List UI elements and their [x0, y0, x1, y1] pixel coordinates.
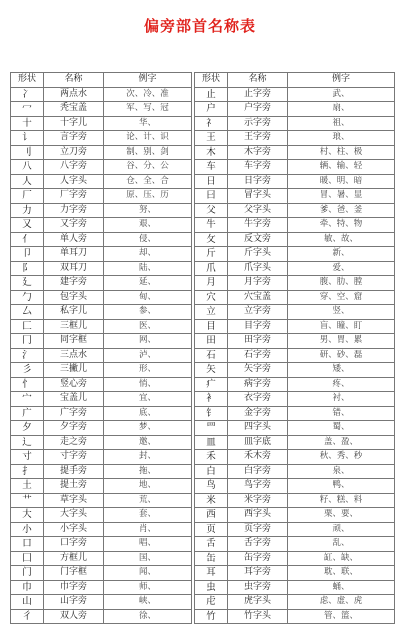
radical-shape: 又 [11, 218, 44, 233]
radical-shape: 衤 [195, 392, 228, 407]
radical-shape: 目 [195, 319, 228, 334]
table-body [11, 87, 395, 624]
radical-examples: 谷、分、公 [104, 160, 192, 175]
radical-shape: 冫 [11, 87, 44, 102]
radical-shape: 禾 [195, 450, 228, 465]
radical-name: 十字儿 [44, 116, 104, 131]
radical-examples: 男、胃、累 [288, 334, 395, 349]
radical-name: 页字旁 [228, 522, 288, 537]
radical-name: 三撇儿 [44, 363, 104, 378]
radical-examples: 新、 [288, 247, 395, 262]
radical-name: 三点水 [44, 348, 104, 363]
radical-shape: 礻 [195, 116, 228, 131]
radical-name: 人字头 [44, 174, 104, 189]
radical-name: 宝盖儿 [44, 392, 104, 407]
radical-name: 示字旁 [228, 116, 288, 131]
radical-examples: 底、 [104, 406, 192, 421]
radical-shape: 虍 [195, 595, 228, 610]
table-row [11, 319, 395, 334]
table-header-row [11, 73, 395, 88]
radical-shape: 山 [11, 595, 44, 610]
radical-shape: 彡 [11, 363, 44, 378]
radical-shape: 艹 [11, 493, 44, 508]
header-name-right: 名称 [228, 73, 288, 88]
radical-name: 父字头 [228, 203, 288, 218]
radical-shape: 人 [11, 174, 44, 189]
radical-shape: 厶 [11, 305, 44, 320]
radical-examples: 形、 [104, 363, 192, 378]
radical-examples: 肖、 [104, 522, 192, 537]
radical-examples: 爹、爸、釜 [288, 203, 395, 218]
table-row [11, 421, 395, 436]
radical-shape: 立 [195, 305, 228, 320]
table-row [11, 305, 395, 320]
radical-name: 日字旁 [228, 174, 288, 189]
radical-examples: 祖、 [288, 116, 395, 131]
table-row [11, 363, 395, 378]
radical-shape: 阝 [11, 261, 44, 276]
radical-shape: 冂 [11, 334, 44, 349]
table-row [11, 232, 395, 247]
table-row [11, 116, 395, 131]
radical-name: 斤字头 [228, 247, 288, 262]
radical-name: 单耳刀 [44, 247, 104, 262]
radical-shape: 王 [195, 131, 228, 146]
radical-name: 言字旁 [44, 131, 104, 146]
radical-shape: 勹 [11, 290, 44, 305]
table-row [11, 566, 395, 581]
table-row [11, 464, 395, 479]
radical-examples: 栗、要、 [288, 508, 395, 523]
radical-shape: 讠 [11, 131, 44, 146]
radical-examples: 盖、盈、 [288, 435, 395, 450]
radical-shape: 忄 [11, 377, 44, 392]
radical-name: 反文旁 [228, 232, 288, 247]
radical-examples: 制、别、剑 [104, 145, 192, 160]
radical-examples: 陆、 [104, 261, 192, 276]
radical-name: 月字旁 [228, 276, 288, 291]
radical-examples: 邀、 [104, 435, 192, 450]
radical-name: 冒字头 [228, 189, 288, 204]
radical-name: 米字旁 [228, 493, 288, 508]
radical-shape: 攵 [195, 232, 228, 247]
radical-examples: 参、 [104, 305, 192, 320]
radical-examples: 错、 [288, 406, 395, 421]
radical-name: 私字儿 [44, 305, 104, 320]
radical-shape: 门 [11, 566, 44, 581]
table-row [11, 145, 395, 160]
radical-shape: 疒 [195, 377, 228, 392]
radical-examples: 泉、 [288, 464, 395, 479]
radical-shape: 缶 [195, 551, 228, 566]
table-row [11, 334, 395, 349]
radical-name: 提手旁 [44, 464, 104, 479]
radical-examples: 师、 [104, 580, 192, 595]
table-row [11, 290, 395, 305]
radical-examples: 疼、 [288, 377, 395, 392]
radical-name: 石字旁 [228, 348, 288, 363]
radical-examples: 闻、 [104, 566, 192, 581]
radical-name: 门字框 [44, 566, 104, 581]
radical-examples: 拖、 [104, 464, 192, 479]
radical-examples: 乱、 [288, 537, 395, 552]
radical-examples: 却、 [104, 247, 192, 262]
radical-examples: 矮、 [288, 363, 395, 378]
radical-name: 三框儿 [44, 319, 104, 334]
table-row [11, 551, 395, 566]
page-title: 偏旁部首名称表 [143, 17, 256, 35]
table-row [11, 189, 395, 204]
radical-name: 建字旁 [44, 276, 104, 291]
radical-examples: 耽、联、 [288, 566, 395, 581]
radical-name: 又字旁 [44, 218, 104, 233]
radical-name: 金字旁 [228, 406, 288, 421]
radical-shape: 刂 [11, 145, 44, 160]
radical-examples: 泸、 [104, 348, 192, 363]
radical-shape: 力 [11, 203, 44, 218]
radical-name: 包字头 [44, 290, 104, 305]
table-row [11, 479, 395, 494]
radical-examples: 蛹、 [288, 580, 395, 595]
radical-name: 巾字旁 [44, 580, 104, 595]
radical-shape: 大 [11, 508, 44, 523]
radical-shape: 页 [195, 522, 228, 537]
table-row [11, 87, 395, 102]
table-row [11, 131, 395, 146]
radical-shape: 西 [195, 508, 228, 523]
radical-name: 西字头 [228, 508, 288, 523]
radical-examples: 辆、输、轻 [288, 160, 395, 175]
radical-name: 厂字旁 [44, 189, 104, 204]
table-row [11, 203, 395, 218]
radical-shape: 矢 [195, 363, 228, 378]
radical-name: 同字框 [44, 334, 104, 349]
radical-examples: 竖、 [288, 305, 395, 320]
radical-name: 衣字旁 [228, 392, 288, 407]
radical-shape: 鸟 [195, 479, 228, 494]
radical-examples: 艰、 [104, 218, 192, 233]
radical-name: 立字旁 [228, 305, 288, 320]
radical-examples: 仓、全、合 [104, 174, 192, 189]
radical-examples: 蜀、 [288, 421, 395, 436]
radical-examples: 峡、 [104, 595, 192, 610]
radical-shape: 虫 [195, 580, 228, 595]
table-row [11, 435, 395, 450]
radical-examples: 唱、 [104, 537, 192, 552]
radical-shape: 罒 [195, 421, 228, 436]
radical-shape: 宀 [11, 392, 44, 407]
table-row [11, 392, 395, 407]
radical-shape: 田 [195, 334, 228, 349]
table-row [11, 595, 395, 610]
radical-shape: 穴 [195, 290, 228, 305]
radical-shape: 竹 [195, 609, 228, 624]
radical-examples: 冒、暑、显 [288, 189, 395, 204]
radical-name: 车字旁 [228, 160, 288, 175]
radical-shape: 钅 [195, 406, 228, 421]
table-row [11, 406, 395, 421]
table-row [11, 102, 395, 117]
radical-shape: 车 [195, 160, 228, 175]
radical-name: 大字头 [44, 508, 104, 523]
radical-examples: 徐、 [104, 609, 192, 624]
radical-name: 夕字旁 [44, 421, 104, 436]
radical-name: 爪字头 [228, 261, 288, 276]
radical-examples: 荒、 [104, 493, 192, 508]
radical-examples: 鸭、 [288, 479, 395, 494]
radical-name: 虎字头 [228, 595, 288, 610]
radical-shape: 口 [11, 537, 44, 552]
radical-name: 立刀旁 [44, 145, 104, 160]
radical-examples: 侵、 [104, 232, 192, 247]
radical-shape: 日 [195, 174, 228, 189]
radical-name: 病字旁 [228, 377, 288, 392]
radical-examples: 原、压、历 [104, 189, 192, 204]
radical-examples: 网、 [104, 334, 192, 349]
radical-name: 寸字旁 [44, 450, 104, 465]
radical-examples: 虑、虚、虎 [288, 595, 395, 610]
radical-name: 虫字旁 [228, 580, 288, 595]
radical-name: 牛字旁 [228, 218, 288, 233]
radical-name: 草字头 [44, 493, 104, 508]
radical-examples: 衬、 [288, 392, 395, 407]
radical-name: 山字旁 [44, 595, 104, 610]
radical-shape: 父 [195, 203, 228, 218]
radical-examples: 顽、 [288, 522, 395, 537]
radical-shape: 匚 [11, 319, 44, 334]
radical-name: 目字旁 [228, 319, 288, 334]
radical-examples: 盲、瞳、盯 [288, 319, 395, 334]
radical-shape: 木 [195, 145, 228, 160]
table-row [11, 348, 395, 363]
radical-shape: 寸 [11, 450, 44, 465]
radical-examples: 爱、 [288, 261, 395, 276]
radical-shape: 爪 [195, 261, 228, 276]
radical-name: 广字旁 [44, 406, 104, 421]
radical-examples: 扇、 [288, 102, 395, 117]
table-row [11, 276, 395, 291]
radical-shape: 户 [195, 102, 228, 117]
table-row [11, 450, 395, 465]
radical-shape: 夕 [11, 421, 44, 436]
radical-name: 皿字底 [228, 435, 288, 450]
radical-table [10, 72, 395, 624]
radical-shape: 辶 [11, 435, 44, 450]
radical-name: 木字旁 [228, 145, 288, 160]
radical-examples: 努、 [104, 203, 192, 218]
radical-shape: 亻 [11, 232, 44, 247]
radical-name: 禾木旁 [228, 450, 288, 465]
radical-shape: 厂 [11, 189, 44, 204]
table-row [11, 537, 395, 552]
radical-shape: 耳 [195, 566, 228, 581]
radical-shape: 月 [195, 276, 228, 291]
radical-name: 方框儿 [44, 551, 104, 566]
radical-shape: 扌 [11, 464, 44, 479]
radical-shape: 囗 [11, 551, 44, 566]
radical-examples: 国、 [104, 551, 192, 566]
radical-shape: 卩 [11, 247, 44, 262]
radical-examples: 宜、 [104, 392, 192, 407]
radical-shape: 氵 [11, 348, 44, 363]
table-row [11, 609, 395, 624]
table-row [11, 508, 395, 523]
radical-shape: 石 [195, 348, 228, 363]
radical-name: 提土旁 [44, 479, 104, 494]
radical-shape: 米 [195, 493, 228, 508]
radical-examples: 次、冷、准 [104, 87, 192, 102]
radical-examples: 延、 [104, 276, 192, 291]
table-row [11, 160, 395, 175]
radical-shape: 舌 [195, 537, 228, 552]
radical-name: 力字旁 [44, 203, 104, 218]
radical-examples: 军、写、冠 [104, 102, 192, 117]
header-shape-left: 形状 [11, 73, 44, 88]
radical-examples: 村、柱、极 [288, 145, 395, 160]
radical-examples: 华、 [104, 116, 192, 131]
radical-shape: 曰 [195, 189, 228, 204]
radical-name: 走之旁 [44, 435, 104, 450]
radical-shape: 土 [11, 479, 44, 494]
table-row [11, 174, 395, 189]
radical-shape: 廴 [11, 276, 44, 291]
radical-shape: 斤 [195, 247, 228, 262]
radical-name: 秃宝盖 [44, 102, 104, 117]
radical-name: 白字旁 [228, 464, 288, 479]
radical-shape: 巾 [11, 580, 44, 595]
radical-examples: 套、 [104, 508, 192, 523]
radical-examples: 缸、缺、 [288, 551, 395, 566]
radical-shape: 止 [195, 87, 228, 102]
radical-name: 单人旁 [44, 232, 104, 247]
radical-examples: 管、篮、 [288, 609, 395, 624]
radical-examples: 梦、 [104, 421, 192, 436]
radical-examples: 医、 [104, 319, 192, 334]
radical-shape: 广 [11, 406, 44, 421]
table-row [11, 377, 395, 392]
table-row [11, 247, 395, 262]
table-row [11, 522, 395, 537]
radical-shape: 白 [195, 464, 228, 479]
radical-examples: 悄、 [104, 377, 192, 392]
radical-examples: 暖、明、暗 [288, 174, 395, 189]
radical-shape: 彳 [11, 609, 44, 624]
radical-name: 竹字头 [228, 609, 288, 624]
radical-examples: 牵、特、物 [288, 218, 395, 233]
radical-name: 止字旁 [228, 87, 288, 102]
header-name-left: 名称 [44, 73, 104, 88]
radical-name: 小字头 [44, 522, 104, 537]
radical-examples: 籽、糕、料 [288, 493, 395, 508]
radical-shape: 冖 [11, 102, 44, 117]
radical-name: 矢字旁 [228, 363, 288, 378]
radical-examples: 琅、 [288, 131, 395, 146]
radical-shape: 皿 [195, 435, 228, 450]
radical-name: 鸟字旁 [228, 479, 288, 494]
radical-name: 舌字旁 [228, 537, 288, 552]
header-example-right: 例字 [288, 73, 395, 88]
radical-name: 竖心旁 [44, 377, 104, 392]
table-row [11, 218, 395, 233]
table-row [11, 493, 395, 508]
radical-examples: 武、 [288, 87, 395, 102]
radical-shape: 十 [11, 116, 44, 131]
radical-examples: 秋、秀、秒 [288, 450, 395, 465]
radical-examples: 甸、 [104, 290, 192, 305]
radical-examples: 封、 [104, 450, 192, 465]
radical-shape: 小 [11, 522, 44, 537]
radical-examples: 研、砂、磊 [288, 348, 395, 363]
radical-examples: 地、 [104, 479, 192, 494]
radical-name: 田字旁 [228, 334, 288, 349]
radical-name: 八字旁 [44, 160, 104, 175]
radical-shape: 牛 [195, 218, 228, 233]
table-row [11, 580, 395, 595]
radical-name: 缶字旁 [228, 551, 288, 566]
radical-name: 王字旁 [228, 131, 288, 146]
radical-name: 四字头 [228, 421, 288, 436]
radical-name: 口字旁 [44, 537, 104, 552]
radical-name: 耳字旁 [228, 566, 288, 581]
radical-examples: 论、计、识 [104, 131, 192, 146]
radical-name: 双人旁 [44, 609, 104, 624]
radical-name: 两点水 [44, 87, 104, 102]
radical-examples: 腹、肋、膛 [288, 276, 395, 291]
radical-examples: 穿、空、窟 [288, 290, 395, 305]
radical-name: 户字旁 [228, 102, 288, 117]
radical-examples: 敏、故、 [288, 232, 395, 247]
table-row [11, 261, 395, 276]
radical-shape: 八 [11, 160, 44, 175]
header-example-left: 例字 [104, 73, 192, 88]
radical-name: 双耳刀 [44, 261, 104, 276]
header-shape-right: 形状 [195, 73, 228, 88]
radical-name: 穴宝盖 [228, 290, 288, 305]
